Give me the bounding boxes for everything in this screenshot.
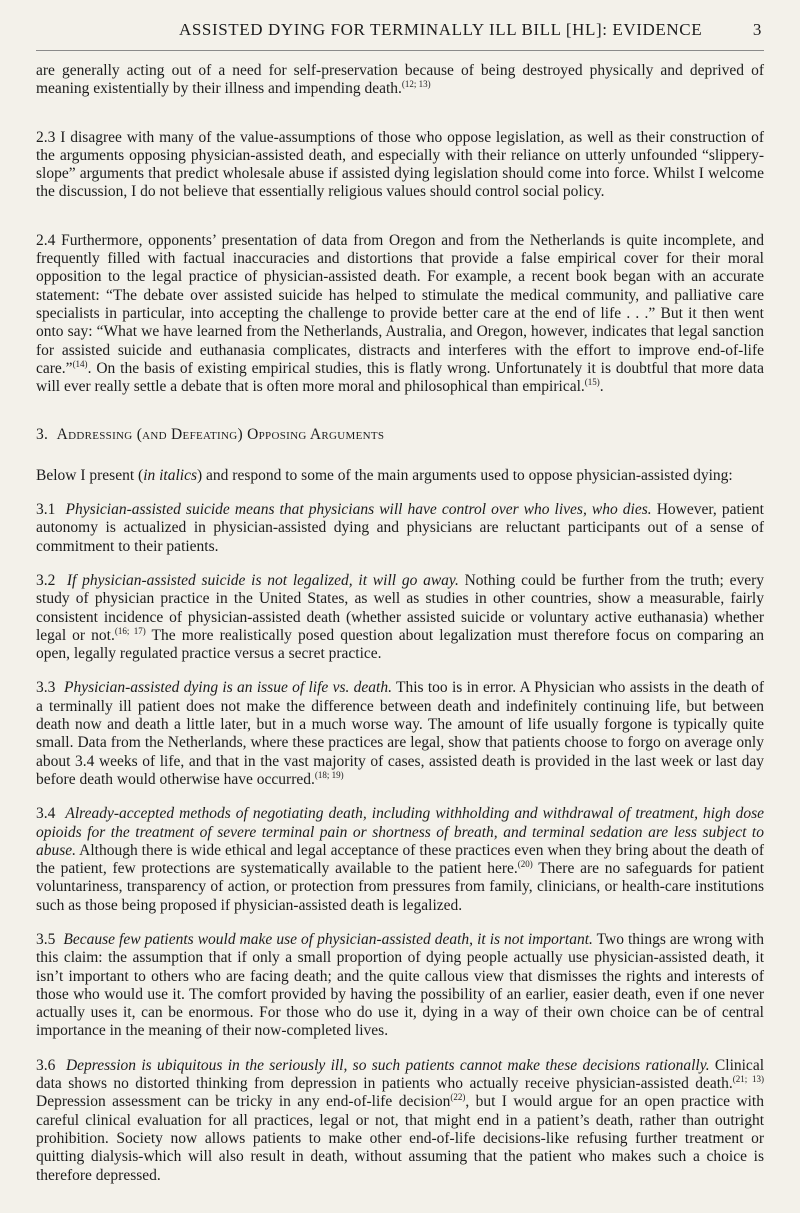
section-title: Addressing (and Defeating) Opposing Arguments — [56, 426, 385, 444]
paragraph-number: 3.6 — [36, 1056, 56, 1074]
paragraph-3-5: 3.5 Because few patients would make use of physician-assisted death, it is not important. Two things are wrong with this claim: the assumption that if only a small proportion of dying people actually use physician-assisted death, it isn’t important to others who are facing death; and the quite callous view that dismisses the rights and interests of those who would use it. The comfort provided by having the possibility of an earlier, easier death, even if one never actually uses it, can be enormous. For those who do use it, dying in a way of their own choice can be of central importance in the meaning of their now-completed lives. — [36, 930, 764, 1040]
citation: (12; 13) — [401, 79, 431, 90]
paragraph-3-4: 3.4 Already-accepted methods of negotiating death, including withholding and withdrawal of treatment, high dose opioids for the treatment of severe terminal pain or shortness of breath, and terminal sedation are less subject to abuse. Although there is wide ethical and legal acceptance of these practices even when they bring about the death of the patient, few protections are systematically available to the patient here.$^{(20)}$ There are no safeguards for patient voluntariness, transparency of action, or protection from pressures from family, clinicians, or health-care institutions such as those being proposed if physician-assisted death is legalized. — [36, 805, 764, 914]
argument-italic: Physician-assisted dying is an issue of life vs. death. — [63, 679, 392, 697]
paragraph-3-6: 3.6 Depression is ubiquitous in the seriously ill, so such patients cannot make these decisions rationally. Clinical data shows no distorted thinking from depression in patients who actually receive physician-assisted death.$^{(21; 13)}$ Depression assessment can be tricky in any end-of-life decision$^{(22)}$, but I would argue for an open practice with careful clinical evaluation for all practices, legal or not, that might end in a patient’s death, rather than outright prohibition. Society now allows patients to make other end-of-life decisions-like refusing further treatment or quitting dialysis-which will also result in death, without assuming that the patient who makes such a choice is therefore depressed. — [36, 1056, 764, 1184]
citation: (18; 19) — [314, 769, 344, 780]
argument-italic: Already-accepted methods of negotiating death, including withholding and withdrawal of treatment, high dose opioids for the treatment of severe terminal pain or shortness of breath, and terminal sedation are less subject to abuse. — [36, 805, 764, 859]
paragraph-number: 3.3 — [36, 679, 56, 697]
citation: (20) — [517, 859, 533, 870]
paragraph-continued: are generally acting out of a need for self-preservation because of being destroyed physically and deprived of meaning existentially by their illness and impending death.$^{(12; 13)}$ — [36, 62, 764, 98]
paragraph-number: 3.2 — [36, 571, 56, 589]
section-heading — [36, 426, 764, 444]
argument-italic: Because few patients would make use of physician-assisted death, it is not important. — [63, 930, 593, 948]
citation: (14) — [72, 358, 88, 369]
running-header — [0, 16, 800, 46]
paragraph-3-1: 3.1 Physician-assisted suicide means that physicians will have control over who lives, who dies. However, patient autonomy is actualized in physician-assisted dying and physicians are reluctant participants out of a sense of commitment to their patients. — [36, 501, 764, 555]
citation: (21; 13) — [732, 1074, 764, 1085]
section-number: 3. — [36, 426, 49, 444]
paragraph-2-3: 2.3 I disagree with many of the value-assumptions of those who oppose legislation, as well as their construction of the arguments opposing physician-assisted death, and especially with their reliance on utterly unfounded “slippery-slope” arguments that predict wholesale abuse if assisted dying legislation should come into force. Whilst I welcome the discussion, I do not believe that essentially religious values should control social policy. — [36, 128, 764, 201]
citation: (16; 17) — [114, 625, 146, 636]
paragraph-3-3: 3.3 Physician-assisted dying is an issue of life vs. death. This too is in error. A Physician who assists in the death of a terminally ill patient does not make the difference between death and indefinitely continuing life, but between death now and death a little later, but in a much worse way. The amount of life usually forgone is typically quite small. Data from the Netherlands, where these practices are legal, show that patients choose to forgo on average only about 3.4 weeks of life, and that in the vast majority of cases, assisted death is provided in the last week or last day before death would otherwise have occurred.$^{(18; 19)}$ — [36, 679, 765, 788]
paragraph-3-2: 3.2 If physician-assisted suicide is not legalized, it will go away. Nothing could be further from the truth; every study of physician practice in the United States, as well as studies in other countries, show a measurable, fairly consistent incidence of physician-assisted death (whether assisted suicide or voluntary active euthanasia) whether legal or not.$^{(16; 17)}$ The more realistically posed question about legalization must therefore focus on comparing an open, legally regulated practice versus a secret practice. — [36, 571, 765, 663]
argument-italic: If physician-assisted suicide is not legalized, it will go away. — [66, 571, 459, 589]
paragraph-2-4: 2.4 Furthermore, opponents’ presentation of data from Oregon and from the Netherlands is quite incomplete, and frequently filled with factual inaccuracies and distortions that provide a false empirical cover for their moral opposition to the legal practice of physician-assisted death. For example, a recent book began with an accurate statement: “The debate over assisted suicide has helped to stimulate the medical community, and palliative care specialists in particular, into accepting the challenge to provide better care at the end of life . . .” But it then went onto say: “What we have learned from the Netherlands, Australia, and Oregon, however, indicates that legal sanction for assisted suicide and euthanasia complicates, distracts and interferes with the effort to improve end-of-life care.”$^{(14)}$. On the basis of existing empirical studies, this is flatly wrong. Unfortunately it is doubtful that more data will ever really settle a debate that is often more moral and philosophical than empirical.$^{(15)}$. — [36, 231, 764, 396]
argument-italic: Physician-assisted suicide means that physicians will have control over who lives, who dies. — [65, 501, 652, 519]
page-number: 3 — [752, 20, 762, 39]
paragraph-number: 3.4 — [36, 805, 56, 823]
header-rule — [36, 50, 764, 51]
argument-italic: Depression is ubiquitous in the seriously ill, so such patients cannot make these decisions rationally. — [65, 1056, 710, 1074]
citation: (15) — [584, 377, 600, 388]
header-title: ASSISTED DYING FOR TERMINALLY ILL BILL [HL]: EVIDENCE — [179, 20, 703, 39]
paragraph-number: 3.1 — [36, 501, 56, 519]
body-text — [36, 62, 764, 1201]
paragraph-number: 3.5 — [36, 930, 56, 948]
citation: (22) — [450, 1092, 466, 1103]
section-intro: Below I present (in italics) and respond to some of the main arguments used to oppose physician-assisted dying: — [36, 466, 733, 484]
